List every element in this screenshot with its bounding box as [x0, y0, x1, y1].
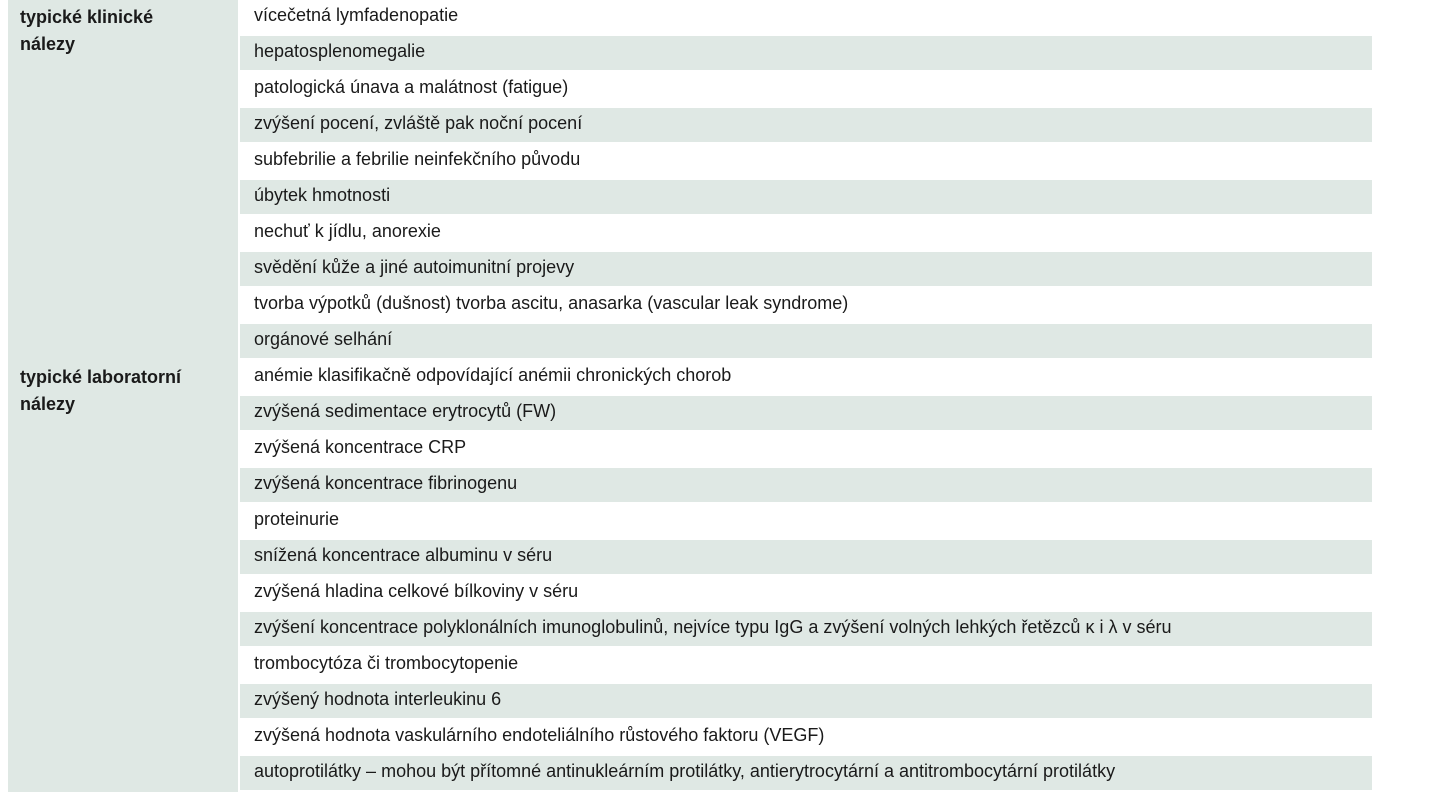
table-row: zvýšená koncentrace CRP — [240, 432, 1372, 468]
section-clinical-findings — [8, 0, 1372, 360]
table-row: zvýšení pocení, zvláště pak noční pocení — [240, 108, 1372, 144]
table-row: svědění kůže a jiné autoimunitní projevy — [240, 252, 1372, 288]
table-row: zvýšení koncentrace polyklonálních imunoglobulinů, nejvíce typu IgG a zvýšení volných lehkých řetězců κ i λ v séru — [240, 612, 1372, 648]
table-row: subfebrilie a febrilie neinfekčního původu — [240, 144, 1372, 180]
table-row: proteinurie — [240, 504, 1372, 540]
table-row: snížená koncentrace albuminu v séru — [240, 540, 1372, 576]
table-row: tvorba výpotků (dušnost) tvorba ascitu, anasarka (vascular leak syndrome) — [240, 288, 1372, 324]
table-row: zvýšená hladina celkové bílkoviny v séru — [240, 576, 1372, 612]
section-label-laboratory: typické laboratorní nálezy — [8, 360, 240, 792]
clinical-items-list — [240, 0, 1372, 360]
table-row: anémie klasifikačně odpovídající anémii chronických chorob — [240, 360, 1372, 396]
table-row: trombocytóza či trombocytopenie — [240, 648, 1372, 684]
section-label-clinical: typické klinické nálezy — [8, 0, 240, 360]
table-row: zvýšená sedimentace erytrocytů (FW) — [240, 396, 1372, 432]
table-row: vícečetná lymfadenopatie — [240, 0, 1372, 36]
table-row: úbytek hmotnosti — [240, 180, 1372, 216]
table-row: hepatosplenomegalie — [240, 36, 1372, 72]
table-row: zvýšená koncentrace fibrinogenu — [240, 468, 1372, 504]
findings-table — [8, 0, 1372, 792]
table-row: orgánové selhání — [240, 324, 1372, 360]
table-row: autoprotilátky – mohou být přítomné antinukleárním protilátky, antierytrocytární a antitrombocytární protilátky — [240, 756, 1372, 792]
table-row: nechuť k jídlu, anorexie — [240, 216, 1372, 252]
table-row: patologická únava a malátnost (fatigue) — [240, 72, 1372, 108]
section-laboratory-findings — [8, 360, 1372, 792]
table-row: zvýšená hodnota vaskulárního endoteliálního růstového faktoru (VEGF) — [240, 720, 1372, 756]
table-row: zvýšený hodnota interleukinu 6 — [240, 684, 1372, 720]
laboratory-items-list — [240, 360, 1372, 792]
